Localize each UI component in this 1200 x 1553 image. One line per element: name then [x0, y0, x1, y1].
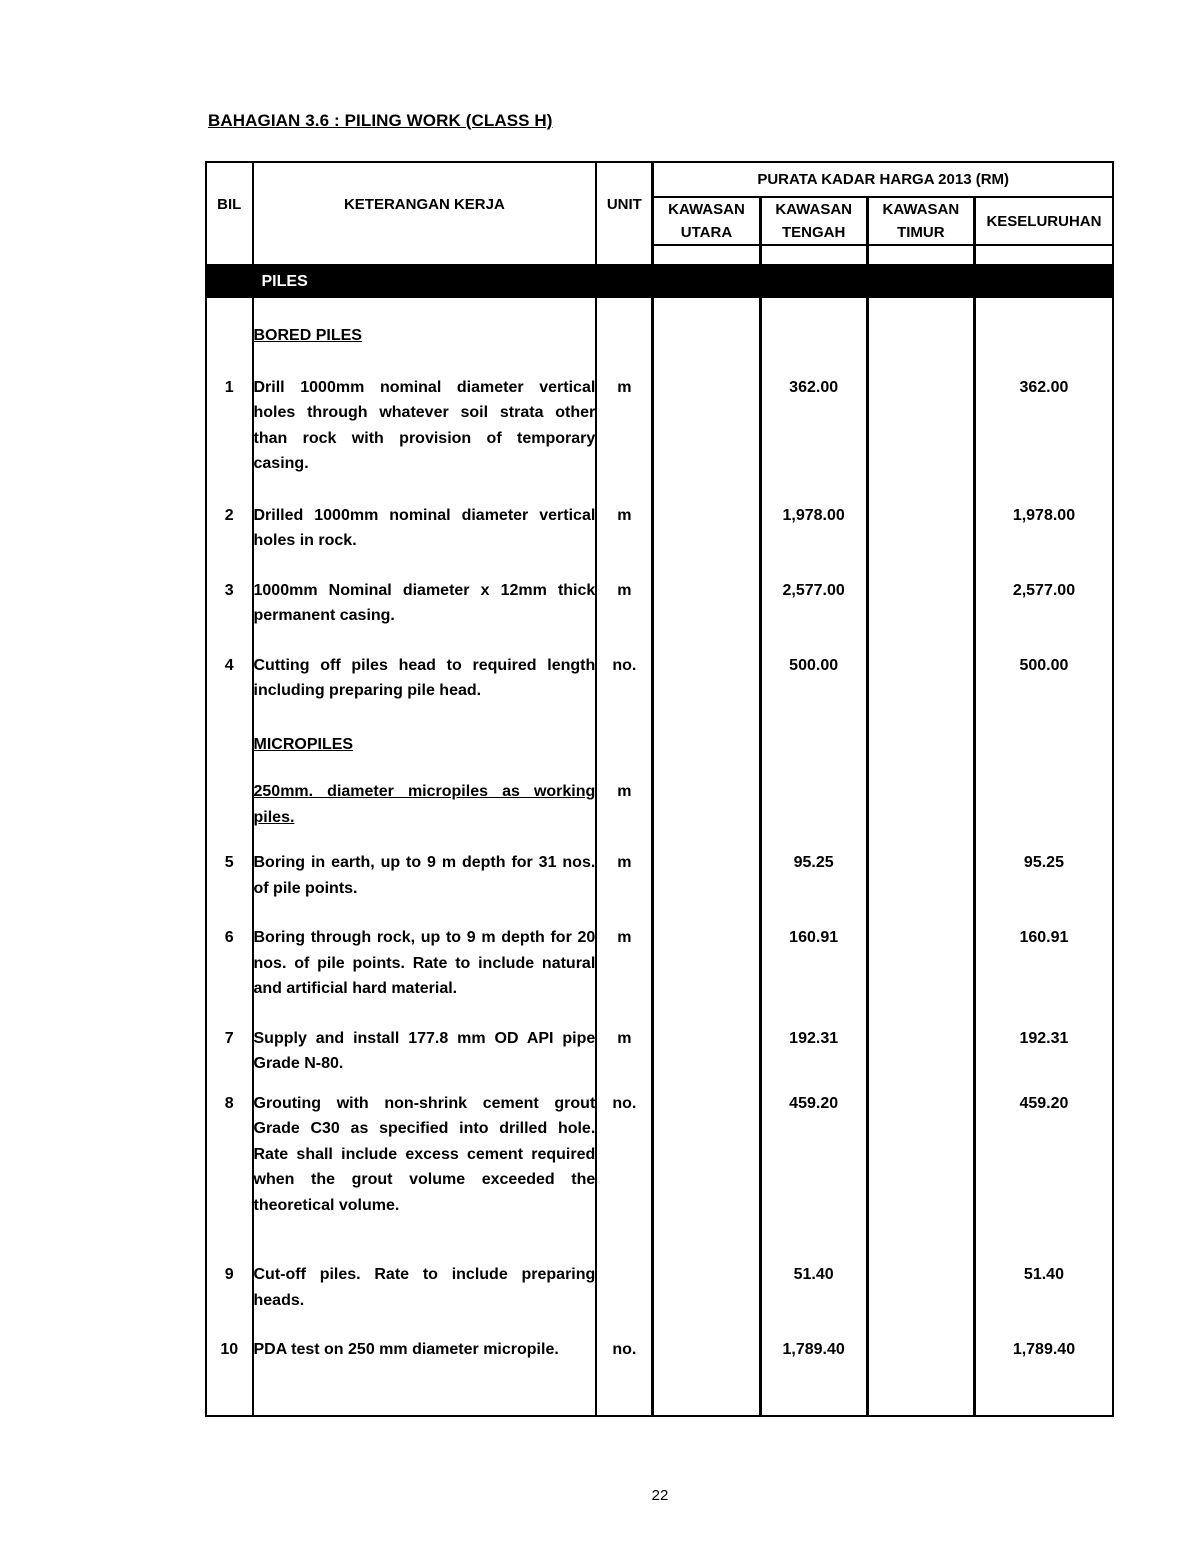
cell-bil: 2 — [206, 493, 253, 568]
cell-utara — [653, 1016, 760, 1091]
cell-utara — [653, 765, 760, 840]
cell-unit — [596, 718, 653, 766]
cell-utara — [653, 1327, 760, 1377]
cell-timur — [867, 915, 974, 1016]
cell-tengah: 459.20 — [760, 1091, 867, 1253]
cell-bil — [206, 718, 253, 766]
cell-keseluruhan: 459.20 — [974, 1091, 1113, 1253]
cell-description: Grouting with non-shrink cement grout Grade C30 as specified into drilled hole. Rate shall include excess cement required when the grout volume exceeded the theoretical volume. — [253, 1091, 597, 1253]
header-utara: KAWASAN UTARA — [653, 197, 760, 245]
cell-description: 1000mm Nominal diameter x 12mm thick permanent casing. — [253, 568, 597, 643]
cell-description: Boring in earth, up to 9 m depth for 31 nos. of pile points. — [253, 840, 597, 915]
cell-keseluruhan — [974, 718, 1113, 766]
cell-unit: no. — [596, 643, 653, 718]
table-body — [206, 298, 1113, 1416]
cell-unit: m — [596, 359, 653, 493]
cell-description: Cutting off piles head to required length including preparing pile head. — [253, 643, 597, 718]
cell-utara — [653, 840, 760, 915]
cell-unit — [596, 1252, 653, 1327]
table-row — [206, 1091, 1113, 1253]
cell-timur — [867, 493, 974, 568]
table-row — [206, 359, 1113, 493]
cell-unit: m — [596, 1016, 653, 1091]
table-row — [206, 1016, 1113, 1091]
cell-bil: 8 — [206, 1091, 253, 1253]
cell-description: Drill 1000mm nominal diameter vertical holes through whatever soil strata other than rock with provision of temporary casing. — [253, 359, 597, 493]
table-row — [206, 915, 1113, 1016]
cell-keseluruhan: 362.00 — [974, 359, 1113, 493]
cell-bil — [206, 298, 253, 359]
cell-bil: 6 — [206, 915, 253, 1016]
cell-timur — [867, 643, 974, 718]
cell-tengah: 51.40 — [760, 1252, 867, 1327]
cell-unit: no. — [596, 1091, 653, 1253]
cell-keseluruhan: 1,978.00 — [974, 493, 1113, 568]
header-bil: BIL — [206, 162, 253, 245]
cell-timur — [867, 1091, 974, 1253]
cell-bil: 5 — [206, 840, 253, 915]
cell-description: MICROPILES — [253, 718, 597, 766]
cell-utara — [653, 1091, 760, 1253]
cell-tengah — [760, 298, 867, 359]
cell-timur — [867, 298, 974, 359]
section-band — [206, 265, 1113, 298]
header-keterangan: KETERANGAN KERJA — [253, 162, 597, 245]
cell-utara — [653, 298, 760, 359]
cell-utara — [653, 643, 760, 718]
cell-tengah — [760, 765, 867, 840]
cell-utara — [653, 915, 760, 1016]
cell-utara — [653, 568, 760, 643]
cell-tengah — [760, 718, 867, 766]
cell-timur — [867, 840, 974, 915]
cell-description: 250mm. diameter micropiles as working piles. — [253, 765, 597, 840]
table-row — [206, 568, 1113, 643]
cell-utara — [653, 359, 760, 493]
cell-description: BORED PILES — [253, 298, 597, 359]
cell-timur — [867, 1377, 974, 1416]
cell-unit: m — [596, 568, 653, 643]
table-row — [206, 493, 1113, 568]
cell-bil: 10 — [206, 1327, 253, 1377]
cell-unit — [596, 1377, 653, 1416]
cell-keseluruhan: 51.40 — [974, 1252, 1113, 1327]
table-row — [206, 765, 1113, 840]
table-row-end — [206, 1377, 1113, 1416]
cell-unit: m — [596, 765, 653, 840]
cell-unit — [596, 298, 653, 359]
cell-keseluruhan: 2,577.00 — [974, 568, 1113, 643]
cell-description: Cut-off piles. Rate to include preparing heads. — [253, 1252, 597, 1327]
cell-bil: 9 — [206, 1252, 253, 1327]
header-row — [206, 162, 1113, 197]
cell-unit: m — [596, 915, 653, 1016]
header-keseluruhan: KESELURUHAN — [974, 197, 1113, 245]
cell-tengah: 362.00 — [760, 359, 867, 493]
cell-keseluruhan: 500.00 — [974, 643, 1113, 718]
cell-bil: 4 — [206, 643, 253, 718]
header-timur: KAWASAN TIMUR — [867, 197, 974, 245]
cell-tengah: 1,789.40 — [760, 1327, 867, 1377]
cell-utara — [653, 1377, 760, 1416]
cell-timur — [867, 568, 974, 643]
subheading-row — [206, 298, 1113, 359]
cell-keseluruhan — [974, 765, 1113, 840]
cell-tengah: 160.91 — [760, 915, 867, 1016]
cell-tengah: 1,978.00 — [760, 493, 867, 568]
cell-bil: 1 — [206, 359, 253, 493]
cell-utara — [653, 718, 760, 766]
section-band-label: PILES — [253, 265, 1114, 298]
cell-keseluruhan: 192.31 — [974, 1016, 1113, 1091]
cell-bil — [206, 1377, 253, 1416]
cell-keseluruhan: 1,789.40 — [974, 1327, 1113, 1377]
header-unit: UNIT — [596, 162, 653, 245]
cell-utara — [653, 1252, 760, 1327]
cell-unit: m — [596, 493, 653, 568]
cell-tengah: 95.25 — [760, 840, 867, 915]
document-title: BAHAGIAN 3.6 : PILING WORK (CLASS H) — [208, 111, 553, 130]
spacer-row — [206, 245, 1113, 265]
subheading-row — [206, 718, 1113, 766]
cell-bil — [206, 765, 253, 840]
rates-table — [205, 161, 1114, 1417]
cell-keseluruhan — [974, 298, 1113, 359]
cell-tengah: 2,577.00 — [760, 568, 867, 643]
cell-timur — [867, 1016, 974, 1091]
table-row — [206, 643, 1113, 718]
cell-bil: 7 — [206, 1016, 253, 1091]
table-row — [206, 840, 1113, 915]
cell-keseluruhan — [974, 1377, 1113, 1416]
cell-utara — [653, 493, 760, 568]
cell-timur — [867, 359, 974, 493]
cell-timur — [867, 765, 974, 840]
table-row — [206, 1327, 1113, 1377]
page-number: 22 — [651, 1487, 669, 1504]
header-group-purata: PURATA KADAR HARGA 2013 (RM) — [653, 162, 1113, 197]
header-tengah: KAWASAN TENGAH — [760, 197, 867, 245]
cell-timur — [867, 1327, 974, 1377]
cell-timur — [867, 1252, 974, 1327]
cell-description: Supply and install 177.8 mm OD API pipe Grade N-80. — [253, 1016, 597, 1091]
cell-bil: 3 — [206, 568, 253, 643]
cell-description: Boring through rock, up to 9 m depth for 20 nos. of pile points. Rate to include natural and artificial hard material. — [253, 915, 597, 1016]
table-row — [206, 1252, 1113, 1327]
cell-unit: m — [596, 840, 653, 915]
cell-description: PDA test on 250 mm diameter micropile. — [253, 1327, 597, 1377]
cell-tengah: 500.00 — [760, 643, 867, 718]
cell-timur — [867, 718, 974, 766]
cell-description: Drilled 1000mm nominal diameter vertical holes in rock. — [253, 493, 597, 568]
cell-keseluruhan: 160.91 — [974, 915, 1113, 1016]
cell-tengah: 192.31 — [760, 1016, 867, 1091]
cell-unit: no. — [596, 1327, 653, 1377]
cell-tengah — [760, 1377, 867, 1416]
cell-keseluruhan: 95.25 — [974, 840, 1113, 915]
cell-description — [253, 1377, 597, 1416]
